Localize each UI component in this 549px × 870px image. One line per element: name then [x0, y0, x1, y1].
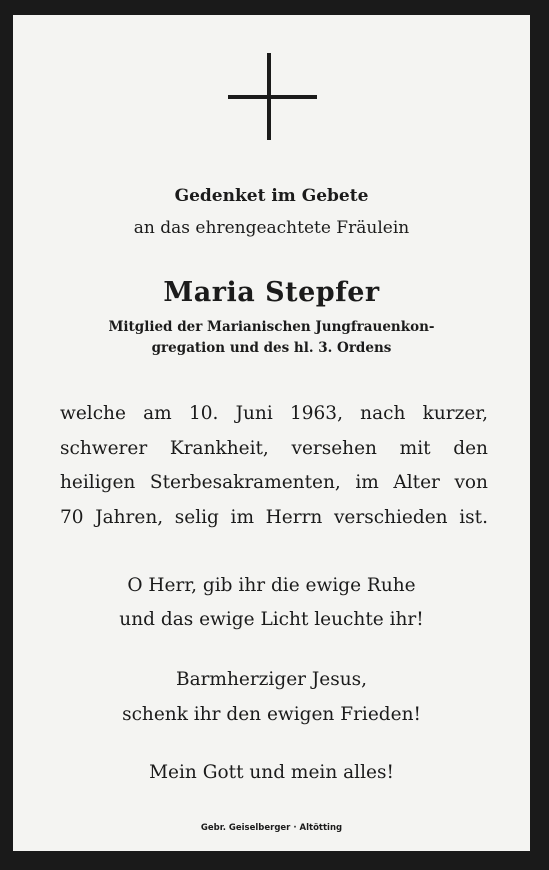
word: versehen	[291, 437, 377, 459]
word: schwerer	[60, 437, 148, 459]
memorial-card	[13, 15, 530, 851]
invocation-line-1: Barmherziger Jesus,	[175, 669, 368, 690]
word: Krankheit,	[169, 437, 269, 459]
word: 10.	[188, 403, 219, 424]
word: verschieden	[333, 506, 448, 528]
word: nach	[360, 403, 406, 424]
word: welche	[60, 403, 126, 424]
closing-line: Mein Gott und mein alles!	[149, 762, 394, 783]
word: von	[454, 472, 488, 493]
paragraph-line	[60, 432, 488, 467]
word: mit	[399, 437, 431, 459]
printer-credit: Gebr. Geiselberger · Altötting	[200, 823, 343, 833]
word: 1963,	[289, 403, 343, 424]
word: Jahren,	[95, 506, 164, 528]
deceased-name: Maria Stepfer	[163, 277, 380, 308]
word: Herrn	[265, 506, 323, 528]
invocation-line-2: schenk ihr den ewigen Frieden!	[122, 704, 421, 725]
word: im	[230, 506, 255, 528]
word: heiligen	[60, 472, 136, 493]
paragraph-line	[60, 397, 488, 432]
word: ist.	[459, 506, 488, 528]
death-notice-paragraph	[60, 397, 488, 535]
paragraph-line	[60, 466, 488, 501]
cross-icon	[13, 15, 530, 155]
membership-line-2: gregation und des hl. 3. Ordens	[151, 340, 392, 356]
membership-line-1: Mitglied der Marianischen Jungfrauenkon-	[108, 319, 435, 335]
prayer-line-2: und das ewige Licht leuchte ihr!	[119, 609, 424, 630]
word: Alter	[393, 472, 440, 493]
heading-line-2: an das ehrengeachtete Fräulein	[133, 218, 410, 238]
prayer-line-1: O Herr, gib ihr die ewige Ruhe	[127, 575, 416, 596]
word: den	[453, 437, 488, 459]
word: kurzer,	[422, 403, 488, 424]
paragraph-line	[60, 501, 488, 536]
word: im	[355, 472, 379, 493]
word: Juni	[235, 403, 273, 424]
word: selig	[174, 506, 219, 528]
word: Sterbesakramenten,	[149, 472, 341, 493]
heading-line-1: Gedenket im Gebete	[174, 186, 369, 206]
word: am	[143, 403, 172, 424]
word: 70	[60, 506, 84, 528]
